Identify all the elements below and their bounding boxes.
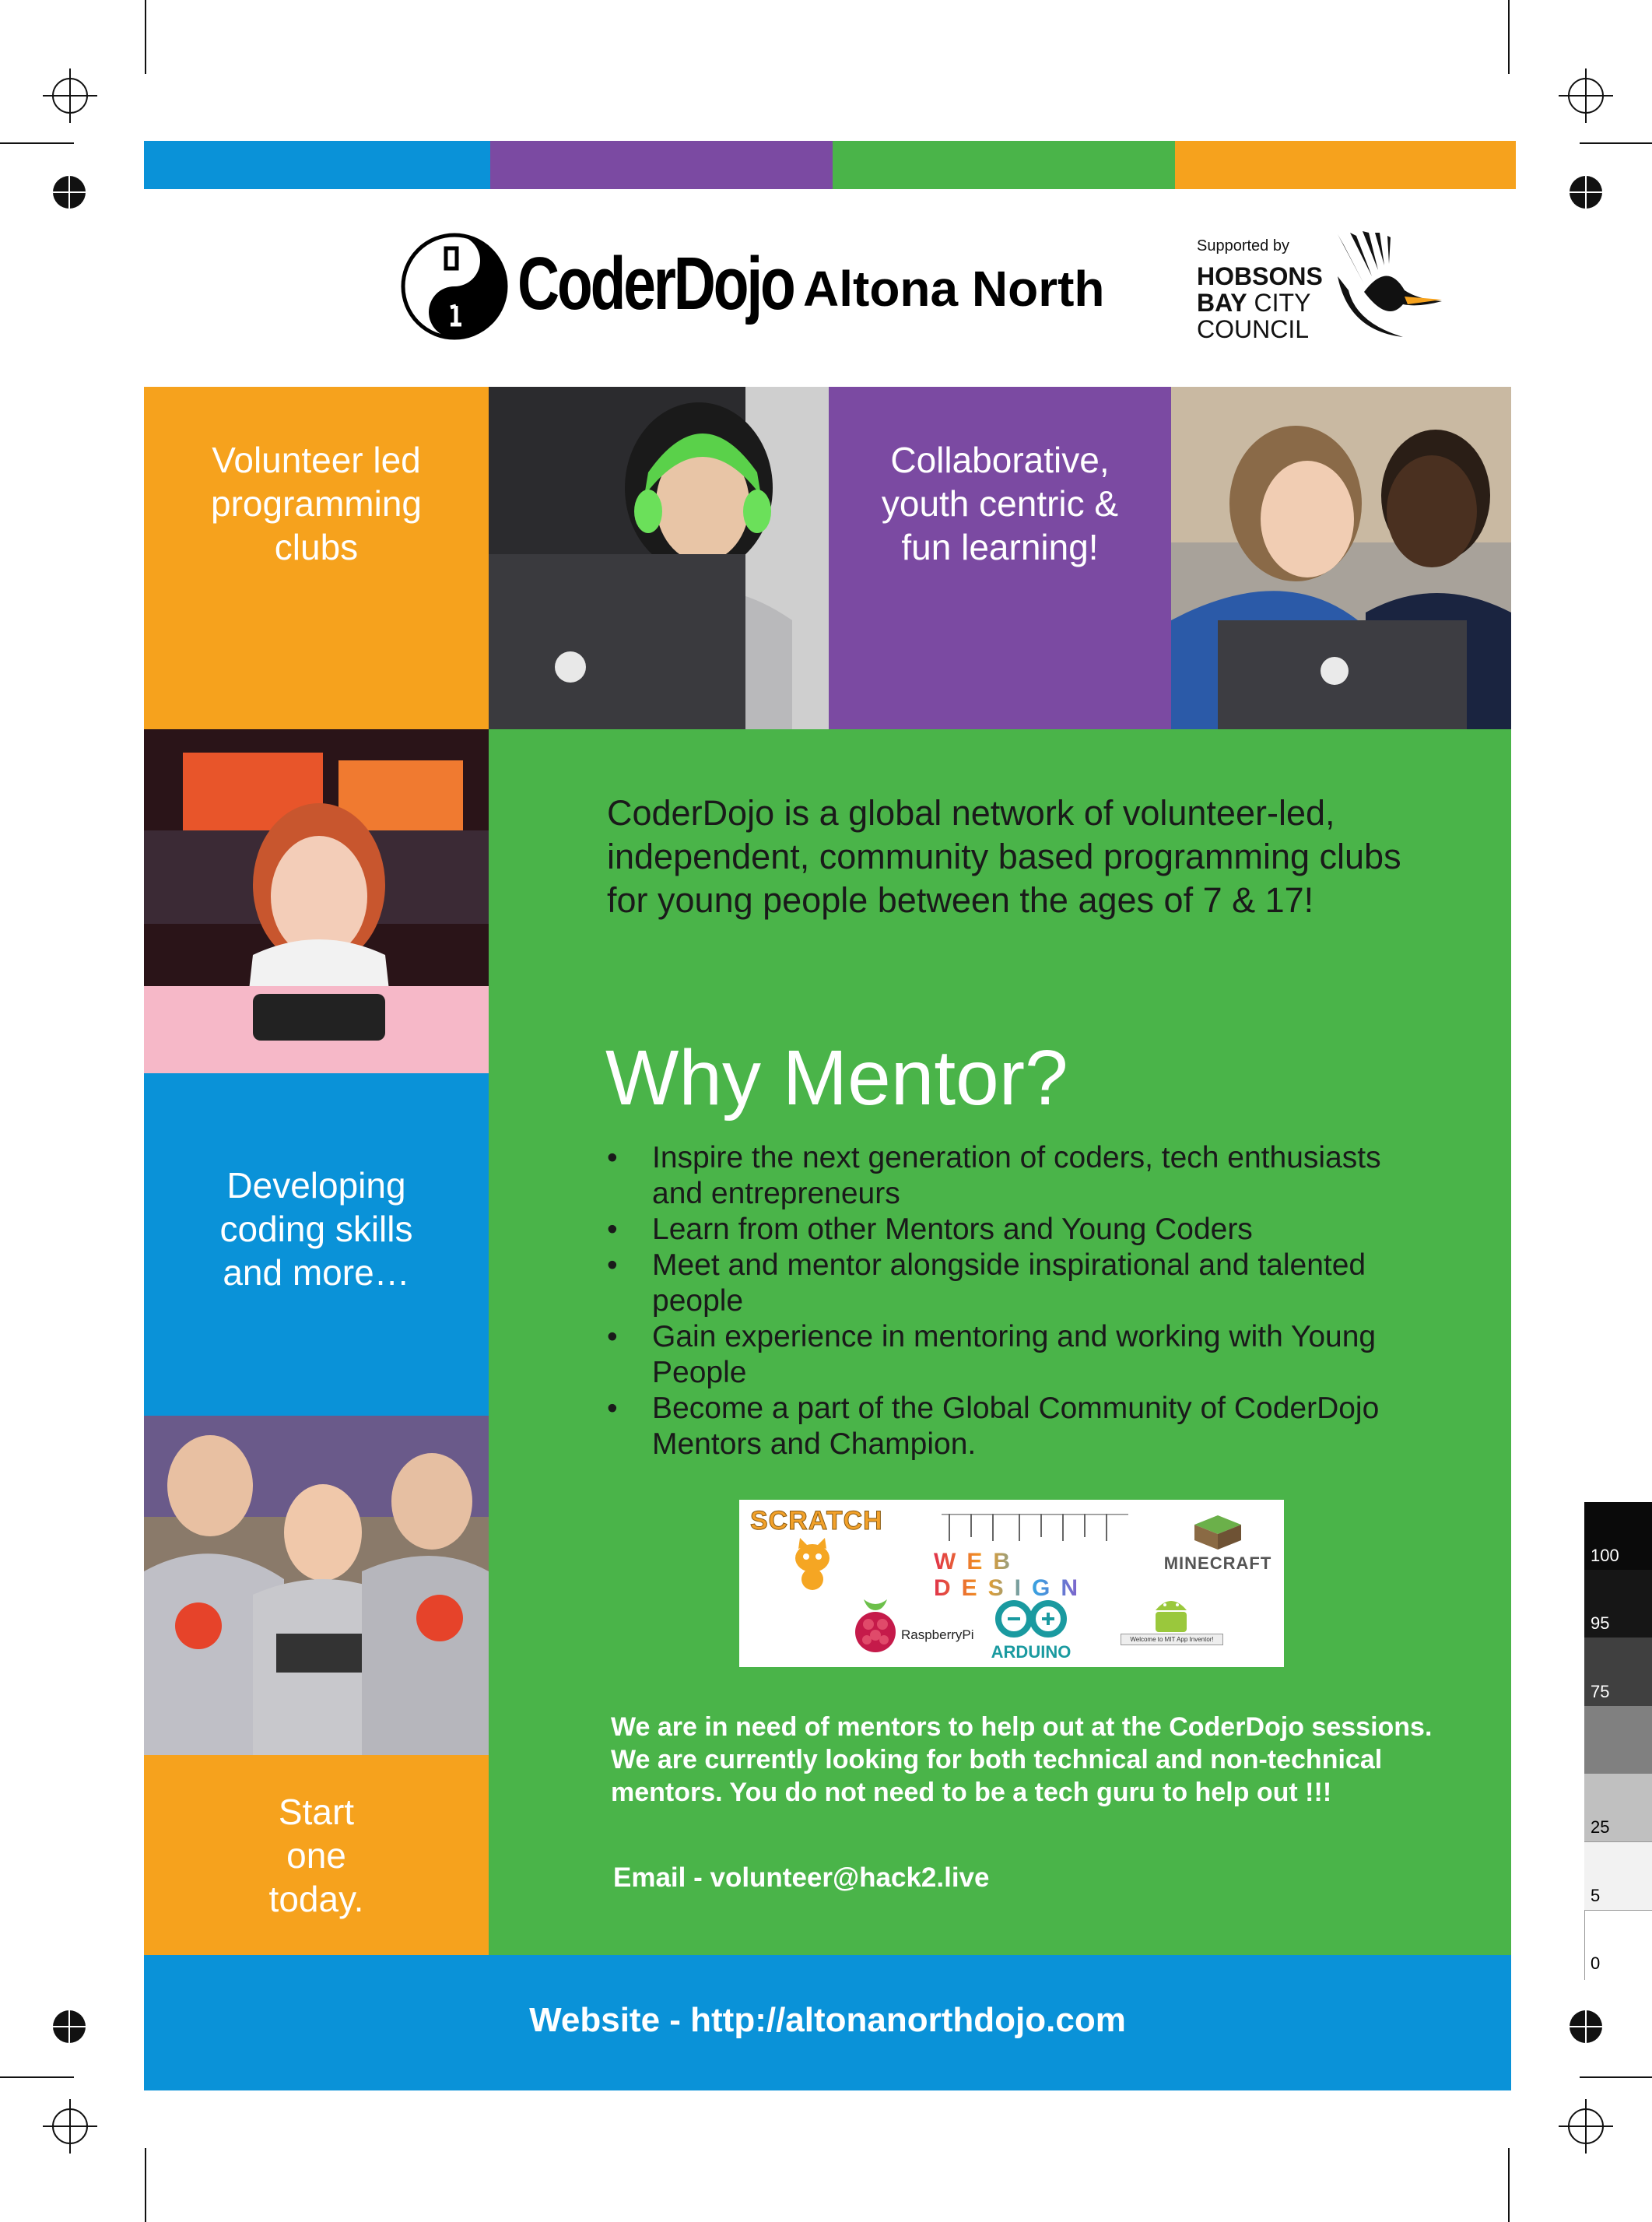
list-item: • Learn from other Mentors and Young Coders (607, 1212, 1424, 1248)
raspberry-icon (848, 1593, 903, 1655)
list-item: • Become a part of the Global Community of CoderDojo Mentors and Champion. (607, 1391, 1424, 1462)
registration-mark-icon (1559, 2099, 1613, 2154)
crop-mark (145, 0, 146, 74)
raspberry-pi-logo: RaspberryPi (848, 1593, 980, 1663)
tile-developing (144, 1073, 489, 1416)
coderdojo-logo (401, 230, 1117, 346)
yin-yang-code-icon (401, 231, 508, 342)
tile-start-text: Start one today. (268, 1791, 364, 1919)
crop-mark (1580, 142, 1652, 144)
benefits-list (607, 1140, 1424, 1462)
registration-mark-icon (1559, 68, 1613, 123)
color-bar-green (833, 141, 1175, 189)
pelican-icon (1333, 230, 1442, 339)
council-line2-light: CITY (1254, 289, 1311, 317)
color-bar (144, 141, 1516, 189)
photo-two-boys-laptop (1171, 387, 1511, 729)
gray-label: 0 (1591, 1953, 1601, 1973)
list-item: • Meet and mentor alongside inspirational and talented people (607, 1248, 1424, 1319)
tile-developing-text: Developing coding skills and more… (219, 1165, 413, 1293)
council-line3: COUNCIL (1197, 315, 1310, 343)
tile-collaborative (829, 387, 1171, 729)
scratch-cat-icon (789, 1536, 836, 1591)
logo-brand: CoderDojo (517, 242, 794, 325)
registration-dot-icon (1570, 2010, 1602, 2043)
logo-location: Altona North (803, 261, 1105, 317)
gray-step (1584, 1706, 1652, 1774)
photo-girl-tablet (144, 729, 489, 1073)
gray-scale-strip (1584, 1502, 1652, 1980)
minecraft-logo: MINECRAFT (1159, 1515, 1276, 1574)
gray-label: 5 (1591, 1886, 1601, 1905)
crop-mark (1508, 0, 1510, 74)
email-text[interactable]: Email - volunteer@hack2.live (613, 1862, 990, 1893)
app-inventor-logo: Welcome to MIT App Inventor! (1121, 1593, 1222, 1663)
arduino-logo: ARDUINO (988, 1599, 1074, 1662)
registration-dot-icon (1570, 176, 1602, 209)
color-bar-orange (1175, 141, 1516, 189)
main-panel (489, 729, 1511, 1955)
list-item: • Inspire the next generation of coders, tech enthusiasts and entrepreneurs (607, 1140, 1424, 1212)
gray-label: 95 (1591, 1613, 1610, 1633)
crop-mark (1508, 2148, 1510, 2222)
gray-label: 25 (1591, 1817, 1610, 1837)
council-logo (1194, 230, 1451, 346)
tile-volunteer (144, 387, 489, 729)
color-bar-blue (144, 141, 490, 189)
website-link[interactable]: Website - http://altonanorthdojo.com (529, 2001, 1126, 2039)
need-mentors-text: We are in need of mentors to help out at the CoderDojo sessions. We are currently looking for both technical and non-technical mentors. You do not need to be a tech guru to help out !!! (611, 1712, 1433, 1807)
photo-girl-headphones (489, 387, 829, 729)
council-supported-by: Supported by (1197, 237, 1289, 254)
why-mentor-heading: Why Mentor? (605, 1034, 1068, 1122)
crop-mark (0, 2076, 74, 2078)
arduino-infinity-icon (988, 1599, 1074, 1638)
council-line2-bold: BAY (1197, 289, 1247, 317)
gray-label: 100 (1591, 1546, 1619, 1565)
registration-dot-icon (53, 2010, 86, 2043)
council-line1: HOBSONS (1197, 262, 1323, 290)
minecraft-block-icon (1194, 1515, 1241, 1550)
crop-mark (1580, 2076, 1652, 2078)
photo-three-boys (144, 1416, 489, 1755)
crop-mark (0, 142, 74, 144)
tile-volunteer-text: Volunteer led programming clubs (211, 440, 422, 567)
web-design-tags-icon (934, 1514, 1136, 1545)
android-icon (1152, 1593, 1191, 1637)
web-design-logo: WEB DESIGN (934, 1514, 1136, 1584)
tile-start (144, 1755, 489, 1955)
color-bar-purple (490, 141, 833, 189)
gray-label: 75 (1591, 1682, 1610, 1701)
crop-mark (145, 2148, 146, 2222)
registration-dot-icon (53, 176, 86, 209)
footer-bar (144, 1955, 1511, 2090)
registration-mark-icon (43, 2099, 97, 2154)
tile-collaborative-text: Collaborative, youth centric & fun learning! (881, 440, 1119, 567)
registration-mark-icon (43, 68, 97, 123)
intro-text: CoderDojo is a global network of volunteer-led, independent, community based programming clubs for young people between the ages of 7 & 17! (607, 793, 1401, 920)
list-item: • Gain experience in mentoring and working with Young People (607, 1319, 1424, 1391)
tech-logos-box (739, 1500, 1284, 1667)
scratch-logo: SCRATCH (750, 1506, 875, 1595)
